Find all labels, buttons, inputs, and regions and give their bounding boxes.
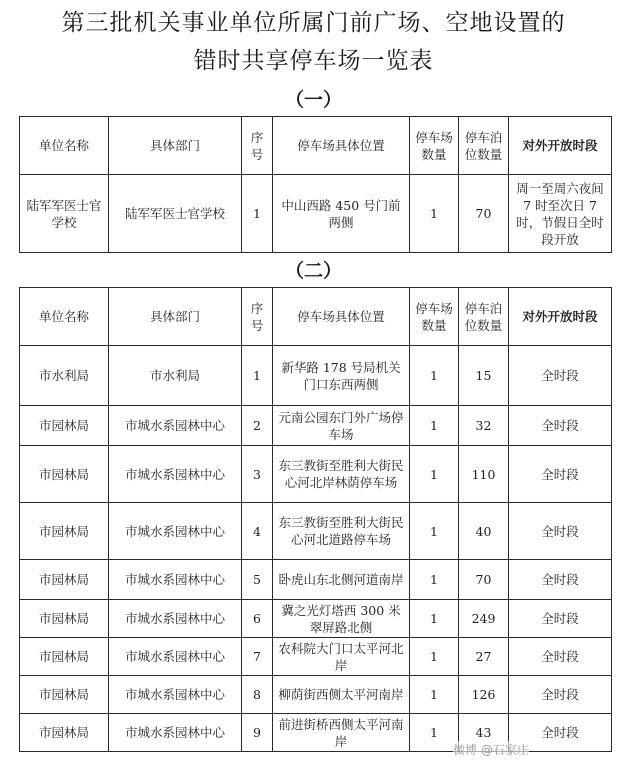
table-row [20, 560, 612, 600]
cell-spaces: 70 [459, 560, 509, 600]
cell-spaces: 126 [459, 676, 509, 714]
cell-seq: 9 [242, 714, 273, 752]
cell-open: 周一至周六夜间 7 时至次日 7 时，节假日全时段开放 [509, 175, 612, 253]
cell-lots: 1 [410, 446, 459, 503]
cell-lots: 1 [410, 600, 459, 638]
header-location: 停车场具体位置 [273, 117, 410, 175]
table-row [20, 600, 612, 638]
header-open: 对外开放时段 [509, 288, 612, 346]
parking-table-1 [19, 116, 612, 253]
cell-unit: 市园林局 [20, 600, 109, 638]
table-row [20, 446, 612, 503]
cell-unit: 市园林局 [20, 560, 109, 600]
cell-seq: 7 [242, 638, 273, 676]
header-location: 停车场具体位置 [273, 288, 410, 346]
cell-spaces: 43 [459, 714, 509, 752]
cell-lots: 1 [410, 175, 459, 253]
document-title-line1: 第三批机关事业单位所属门前广场、空地设置的 [61, 10, 566, 36]
cell-open: 全时段 [509, 714, 612, 752]
cell-dept: 陆军军医士官学校 [109, 175, 242, 253]
cell-unit: 市园林局 [20, 714, 109, 752]
cell-open: 全时段 [509, 676, 612, 714]
table-row [20, 676, 612, 714]
header-lots: 停车场数量 [410, 288, 459, 346]
cell-spaces: 249 [459, 600, 509, 638]
cell-seq: 1 [242, 175, 273, 253]
cell-spaces: 40 [459, 503, 509, 560]
table-row [20, 503, 612, 560]
header-spaces: 停车泊位数量 [459, 288, 509, 346]
cell-unit: 市水利局 [20, 346, 109, 406]
cell-dept: 市城水系园林中心 [109, 406, 242, 446]
cell-lots: 1 [410, 503, 459, 560]
cell-dept: 市城水系园林中心 [109, 638, 242, 676]
cell-seq: 4 [242, 503, 273, 560]
cell-open: 全时段 [509, 446, 612, 503]
table-row [20, 638, 612, 676]
parking-table-2 [19, 287, 612, 752]
document-title-line2: 错时共享停车场一览表 [193, 48, 434, 74]
cell-seq: 1 [242, 346, 273, 406]
cell-location: 前进街桥西侧太平河南岸 [273, 714, 410, 752]
cell-seq: 8 [242, 676, 273, 714]
header-dept: 具体部门 [109, 117, 242, 175]
cell-spaces: 27 [459, 638, 509, 676]
table-row [20, 346, 612, 406]
cell-dept: 市城水系园林中心 [109, 600, 242, 638]
header-seq: 序号 [242, 117, 273, 175]
cell-dept: 市水利局 [109, 346, 242, 406]
table-header-row [20, 288, 612, 346]
section-heading-2: （二） [284, 260, 342, 282]
cell-unit: 市园林局 [20, 503, 109, 560]
cell-location: 农科院大门口太平河北岸 [273, 638, 410, 676]
table-row [20, 406, 612, 446]
cell-unit: 市园林局 [20, 638, 109, 676]
header-unit: 单位名称 [20, 288, 109, 346]
cell-lots: 1 [410, 676, 459, 714]
cell-location: 柳荫街西侧太平河南岸 [273, 676, 410, 714]
cell-open: 全时段 [509, 346, 612, 406]
cell-location: 卧虎山东北侧河道南岸 [273, 560, 410, 600]
cell-dept: 市城水系园林中心 [109, 676, 242, 714]
header-seq: 序号 [242, 288, 273, 346]
cell-dept: 市城水系园林中心 [109, 503, 242, 560]
cell-location: 东三教街至胜利大街民心河北岸林荫停车场 [273, 446, 410, 503]
cell-spaces: 70 [459, 175, 509, 253]
cell-unit: 陆军军医士官学校 [20, 175, 109, 253]
cell-location: 新华路 178 号局机关门口东西两侧 [273, 346, 410, 406]
cell-spaces: 15 [459, 346, 509, 406]
cell-location: 东三教街至胜利大街民心河北道路停车场 [273, 503, 410, 560]
section-heading-1: （一） [284, 89, 342, 111]
cell-seq: 6 [242, 600, 273, 638]
cell-seq: 5 [242, 560, 273, 600]
cell-lots: 1 [410, 714, 459, 752]
cell-seq: 3 [242, 446, 273, 503]
table-row [20, 175, 612, 253]
cell-unit: 市园林局 [20, 406, 109, 446]
cell-open: 全时段 [509, 638, 612, 676]
cell-open: 全时段 [509, 503, 612, 560]
cell-dept: 市城水系园林中心 [109, 446, 242, 503]
header-lots: 停车场数量 [410, 117, 459, 175]
cell-spaces: 110 [459, 446, 509, 503]
header-dept: 具体部门 [109, 288, 242, 346]
cell-lots: 1 [410, 406, 459, 446]
cell-lots: 1 [410, 638, 459, 676]
cell-dept: 市城水系园林中心 [109, 714, 242, 752]
cell-dept: 市城水系园林中心 [109, 560, 242, 600]
cell-unit: 市园林局 [20, 676, 109, 714]
cell-open: 全时段 [509, 600, 612, 638]
header-spaces: 停车泊位数量 [459, 117, 509, 175]
weibo-watermark: 微博 @石家庄 [453, 743, 529, 757]
cell-unit: 市园林局 [20, 446, 109, 503]
cell-open: 全时段 [509, 406, 612, 446]
cell-spaces: 32 [459, 406, 509, 446]
table-header-row [20, 117, 612, 175]
cell-open: 全时段 [509, 560, 612, 600]
cell-lots: 1 [410, 560, 459, 600]
header-open: 对外开放时段 [509, 117, 612, 175]
cell-location: 中山西路 450 号门前两侧 [273, 175, 410, 253]
header-unit: 单位名称 [20, 117, 109, 175]
cell-location: 冀之光灯塔西 300 米翠屏路北侧 [273, 600, 410, 638]
cell-location: 元南公园东门外广场停车场 [273, 406, 410, 446]
cell-lots: 1 [410, 346, 459, 406]
cell-seq: 2 [242, 406, 273, 446]
